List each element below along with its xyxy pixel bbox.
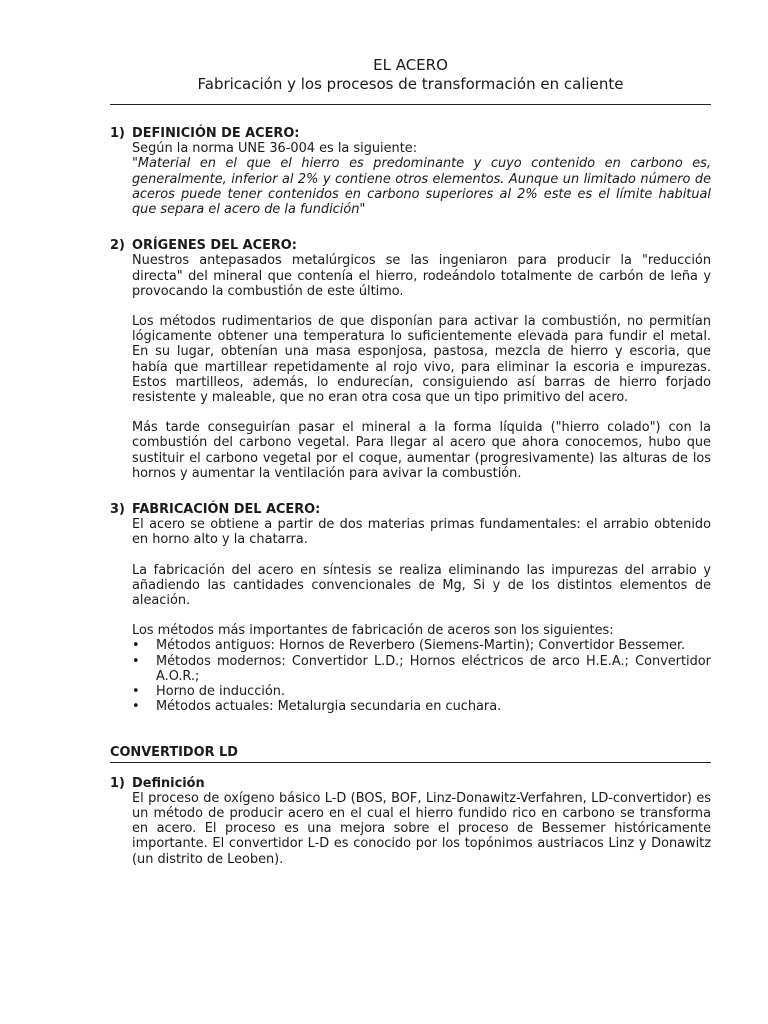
section-origenes xyxy=(110,238,711,481)
list-item xyxy=(132,684,711,699)
bullet-icon: • xyxy=(132,638,140,654)
section-heading: ORÍGENES DEL ACERO: xyxy=(132,238,297,254)
section-number: 3) xyxy=(110,502,125,518)
paragraph: Más tarde conseguirían pasar el mineral a la forma líquida ("hierro colado") con la combustión del carbono vegetal. Para llegar al acero que ahora conocemos, hubo que sustituir el carbono vegetal por el coque, aumentar (progresivamente) las alturas de los hornos y aumentar la ventilación para avivar la combustión. xyxy=(132,420,711,481)
paragraph: Los métodos rudimentarios de que disponían para activar la combustión, no permitían lógicamente obtener una temperatura lo suficientemente elevada para fundir el metal. En su lugar, obtenían una masa esponjosa, pastosa, mezcla de hierro y escoria, que había que martillear repetidamente al rojo vivo, para eliminar la escoria e impurezas. Estos martilleos, además, lo endurecían, consiguiendo así barras de hierro forjado resistente y maleable, que no eran otra cosa que un tipo primitivo del acero. xyxy=(132,314,711,406)
bullet-icon: • xyxy=(132,653,140,669)
paragraph: El proceso de oxígeno básico L-D (BOS, BOF, Linz-Donawitz-Verfahren, LD-convertidor) es un método de producir acero en el cual el hierro fundido rico en carbono se transforma en acero. El proceso es una mejora sobre el proceso de Bessemer históricamente importante. El convertidor L-D es conocido por los topónimos austriacos Linz y Donawitz (un distrito de Leoben). xyxy=(132,790,711,867)
list-item xyxy=(132,699,711,714)
document-page xyxy=(110,56,711,867)
section-fabricacion xyxy=(110,502,711,714)
section-heading: DEFINICIÓN DE ACERO: xyxy=(132,126,300,141)
list-item-text: Métodos antiguos: Hornos de Reverbero (Siemens-Martin); Convertidor Bessemer. xyxy=(156,638,686,654)
convertidor-ld-divider xyxy=(110,762,711,763)
paragraph: La fabricación del acero en síntesis se realiza eliminando las impurezas del arrabio y añadiendo las cantidades convencionales de Mg, Si y de los distintos elementos de aleación. xyxy=(132,562,711,609)
list-item-text: Horno de inducción. xyxy=(156,684,286,700)
section-number: 2) xyxy=(110,238,125,254)
document-title: EL ACERO xyxy=(373,56,448,74)
section-ld-definicion xyxy=(110,776,711,867)
list-item-text: Métodos actuales: Metalurgia secundaria en cuchara. xyxy=(156,699,502,715)
paragraph: Nuestros antepasados metalúrgicos se las ingeniaron para producir la "reducción directa" del mineral que contenía el hierro, rodeándolo totalmente de carbón de leña y provocando la combustión de este último. xyxy=(132,253,711,299)
list-item-text: Métodos modernos: Convertidor L.D.; Hornos eléctricos de arco H.E.A.; Convertidor A.O.R.; xyxy=(156,653,711,684)
list-item xyxy=(132,654,711,684)
list-item xyxy=(132,638,711,653)
section-number: 1) xyxy=(110,775,125,791)
bullet-icon: • xyxy=(132,684,140,700)
section-intro: Según la norma UNE 36-004 es la siguiente: xyxy=(132,141,418,157)
section-heading: FABRICACIÓN DEL ACERO: xyxy=(132,502,321,518)
section-heading: Definición xyxy=(132,775,205,791)
bullet-icon: • xyxy=(132,699,140,715)
paragraph: Los métodos más importantes de fabricación de aceros son los siguientes: xyxy=(132,623,614,639)
paragraph: El acero se obtiene a partir de dos materias primas fundamentales: el arrabio obtenido en horno alto y la chatarra. xyxy=(132,517,711,548)
definition-quote: "Material en el que el hierro es predominante y cuyo contenido en carbono es, generalmente, inferior al 2% y contiene otros elementos. Aunque un limitado número de aceros puede tener contenidos en carbono superiores al 2% este es el límite habitual que separa el acero de la fundición" xyxy=(132,156,711,218)
section-definicion xyxy=(110,126,711,217)
document-subtitle: Fabricación y los procesos de transformación en caliente xyxy=(197,75,624,93)
title-divider xyxy=(110,104,711,105)
section-number: 1) xyxy=(110,126,125,141)
convertidor-ld-heading: CONVERTIDOR LD xyxy=(110,744,238,760)
methods-list xyxy=(132,638,711,714)
